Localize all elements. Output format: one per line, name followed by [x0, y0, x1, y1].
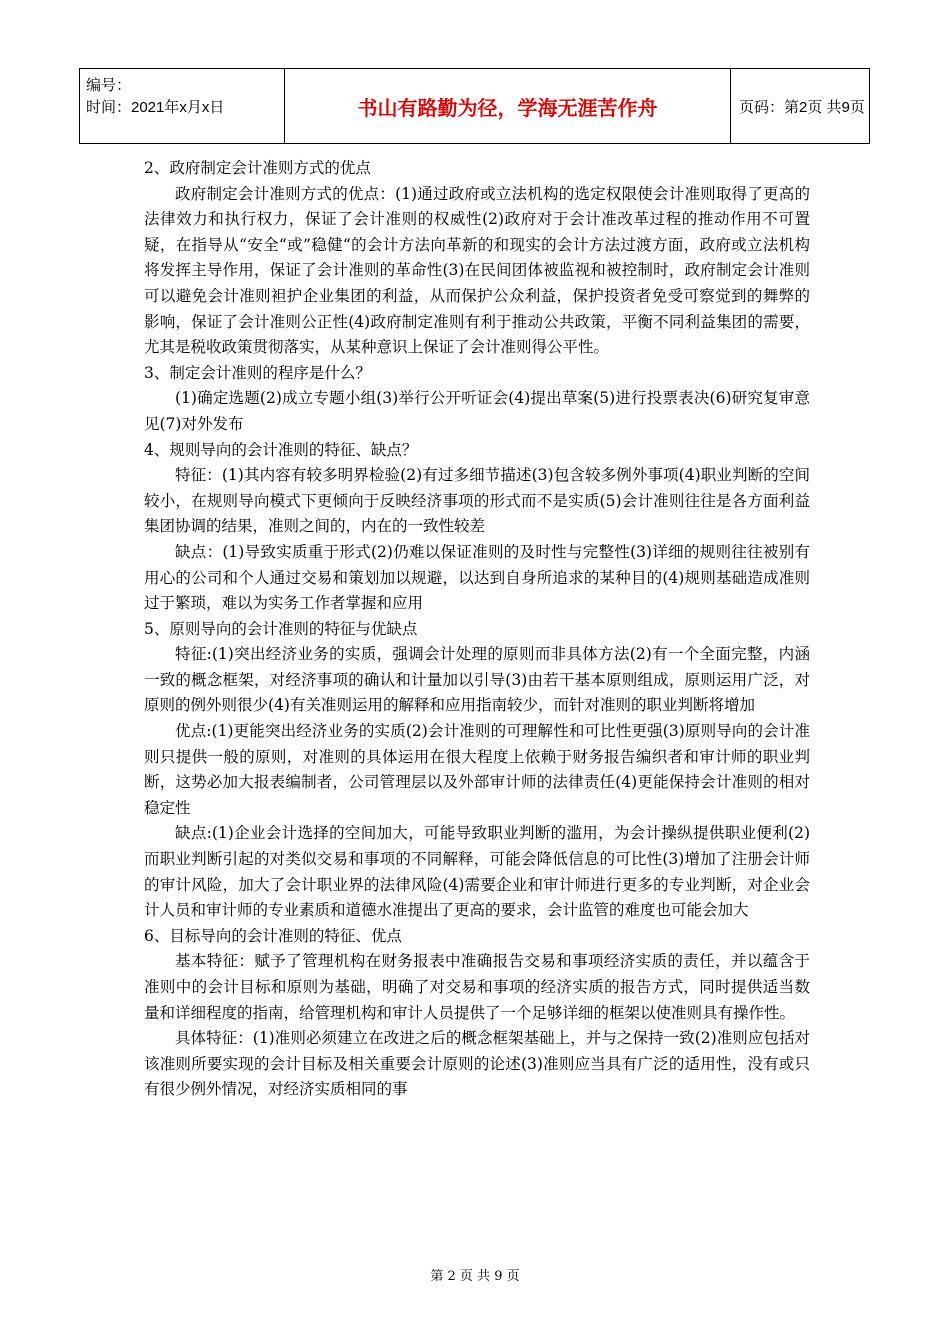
paragraph: 特征：(1)其内容有较多明界检验(2)有过多细节描述(3)包含较多例外事项(4)职业判断的空间较小，在规则导向模式下更倾向于反映经济事项的形式而不是实质(5)会计准则往往是各方面利益集团协调的结果，准则之间的，内在的一致性较差	[144, 466, 810, 536]
page-header	[79, 68, 870, 144]
document-body	[144, 156, 810, 1103]
number-label: 编号：	[86, 77, 132, 94]
header-meta	[80, 69, 285, 143]
paragraph: 缺点：(1)导致实质重于形式(2)仍难以保证准则的及时性与完整性(3)详细的规则往往被别有用心的公司和个人通过交易和策划加以规避，以达到自身所追求的某种目的(4)规则基础造成准则过于繁琐，难以为实务工作者掌握和应用	[144, 542, 810, 613]
paragraph: 政府制定会计准则方式的优点：(1)通过政府或立法机构的选定权限使会计准则取得了更高的法律效力和执行权力，保证了会计准则的权威性(2)政府对于会计准改革过程的推动作用不可置疑，在指导从“安全“或”稳健“的会计方法向革新的和现实的会计方法过渡方面，政府或立法机构将发挥主导作用，保证了会计准则的革命性(3)在民间团体被监视和被控制时，政府制定会计准则可以避免会计准则袒护企业集团的利益，从而保护公众利益，保护投资者免受可察觉到的舞弊的影响，保证了会计准则公正性(4)政府制定准则有利于推动公共政策，平衡不同利益集团的需要，尤其是税收政策贯彻落实，从某种意识上保证了会计准则得公平性。	[144, 184, 810, 357]
paragraph: 缺点:(1)企业会计选择的空间加大，可能导致职业判断的滥用，为会计操纵提供职业便利(2)而职业判断引起的对类似交易和事项的不同解释，可能会降低信息的可比性(3)增加了注册会计师的审计风险，加大了会计职业界的法律风险(4)需要企业和审计师进行更多的专业判断，对企业会计人员和审计师的专业素质和道德水准提出了更高的要求，会计监管的难度也可能会加大	[144, 824, 810, 920]
section-heading: 2、政府制定会计准则方式的优点	[144, 159, 371, 177]
header-motto: 书山有路勤为径，学海无涯苦作舟	[285, 69, 731, 143]
paragraph: (1)确定选题(2)成立专题小组(3)举行公开听证会(4)提出草案(5)进行投票表决(6)研究复审意见(7)对外发布	[144, 389, 810, 433]
paragraph: 特征:(1)突出经济业务的实质，强调会计处理的原则而非具体方法(2)有一个全面完整，内涵一致的概念框架，对经济事项的确认和计量加以引导(3)由若干基本原则组成，原则运用广泛，对原则的例外则很少(4)有关准则运用的解释和应用指南较少，而针对准则的职业判断将增加	[144, 645, 810, 715]
section-heading: 5、原则导向的会计准则的特征与优缺点	[144, 619, 418, 638]
page-footer: 第 2 页 共 9 页	[430, 1269, 520, 1284]
header-page-label: 页码：第2页 共9页	[739, 98, 865, 116]
section-heading: 4、规则导向的会计准则的特征、缺点？	[144, 440, 418, 459]
section-heading: 3、制定会计准则的程序是什么？	[144, 363, 371, 382]
paragraph: 基本特征：赋予了管理机构在财务报表中准确报告交易和事项经济实质的责任，并以蕴含于准则中的会计目标和原则为基础，明确了对交易和事项的经济实质的报告方式，同时提供适当数量和详细程度的指南，给管理机构和审计人员提供了一个足够详细的框架以使准则具有操作性。	[144, 952, 810, 1022]
time-label: 时间：2021年x月x日	[86, 99, 225, 116]
section-heading: 6、目标导向的会计准则的特征、优点	[144, 926, 402, 945]
paragraph: 具体特征：(1)准则必须建立在改进之后的概念框架基础上，并与之保持一致(2)准则应包括对该准则所要实现的会计目标及相关重要会计原则的论述(3)准则应当具有广泛的适用性，没有或只有很少例外情况，对经济实质相同的事	[144, 1029, 810, 1099]
paragraph: 优点:(1)更能突出经济业务的实质(2)会计准则的可理解性和可比性更强(3)原则导向的会计准则只提供一般的原则，对准则的具体运用在很大程度上依赖于财务报告编织者和审计师的职业判断，这势必加大报表编制者，公司管理层以及外部审计师的法律责任(4)更能保持会计准则的相对稳定性	[144, 722, 810, 817]
